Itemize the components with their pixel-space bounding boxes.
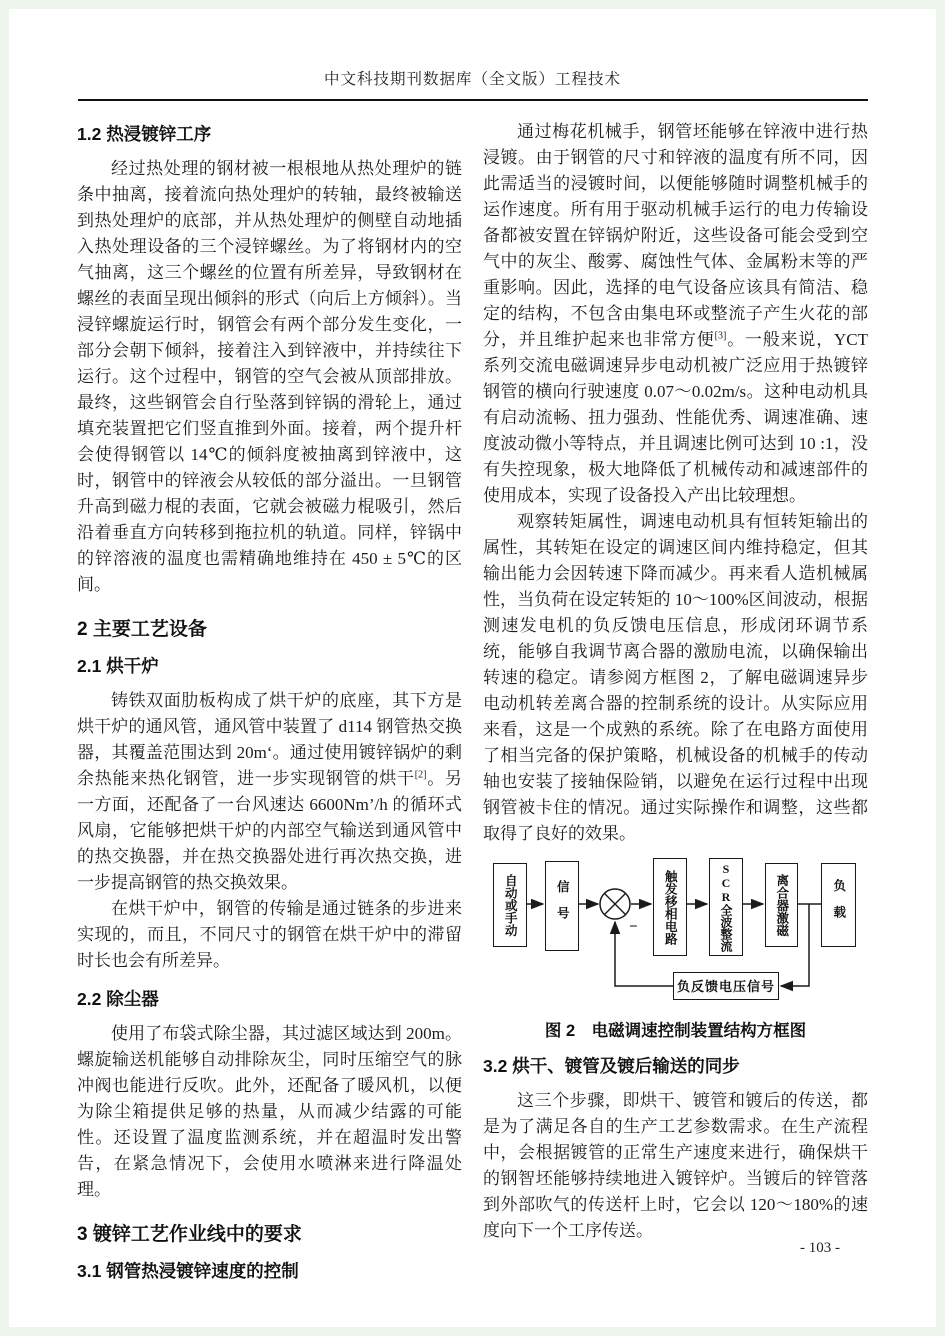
two-column-body xyxy=(9,101,936,1293)
left-column xyxy=(77,119,462,1293)
drying-text-a: 铸铁双面肋板构成了烘干炉的底座，其下方是烘干炉的通风管，通风管中装置了 d114 钢管热交换器，其覆盖范围达到 20m‘。通过使用镀锌锅炉的剩余热能来热化钢管，进一步实现钢管的烘干 xyxy=(77,691,462,788)
diagram-block-negative-feedback: 负反馈电压信号 xyxy=(673,972,779,1000)
diagram-block-scr-rectifier: SCR全波整流 xyxy=(709,858,743,956)
citation-3: [3] xyxy=(714,330,727,342)
citation-2: [2] xyxy=(414,769,427,781)
heading-3: 3 镀锌工艺作业线中的要求 xyxy=(77,1224,302,1245)
drying-text-b: 。另一方面，还配备了一台风速达 6600Nm’/h 的循环式风扇，它能够把烘干炉的内部空气输送到通风管中的热交换器，并在热交换器处进行再次热交换，进一步提高钢管的热交换效果。 xyxy=(77,769,463,892)
journal-header: 中文科技期刊数据库（全文版）工程技术 xyxy=(323,71,621,88)
manipulator-text-a: 通过梅花机械手，钢管坯能够在锌液中进行热浸镀。由于钢管的尺寸和锌液的温度有所不同，因此需适当的浸镀时间，以便能够随时调整机械手的运作速度。所有用于驱动机械手运行的电力传输设备都被安置在锌锅炉附近，这些设备可能会受到空气中的灰尘、酸雾、腐蚀性气体、金属粉末等的严重影响。因此，选择的电气设备应该具有简洁、稳定的结构，不包含由集电环或整流子产生火花的部分，并且维护起来也非常方便 xyxy=(483,122,868,349)
diagram-block-auto-or-manual: 自动或手动 xyxy=(493,863,527,947)
figure-caption: 图 2 电磁调速控制装置结构方框图 xyxy=(544,1022,807,1040)
paragraph-drying-furnace-1 xyxy=(77,688,462,896)
diagram-block-load: 负载 xyxy=(821,863,856,947)
figure-2 xyxy=(483,855,868,1041)
heading-2: 2 主要工艺设备 xyxy=(77,619,207,640)
page-number: - 103 - xyxy=(800,1240,840,1256)
diagram-block-clutch-excitation: 离合器激磁 xyxy=(765,863,798,947)
block-diagram xyxy=(487,855,863,1007)
paragraph-torque: 观察转矩属性，调速电动机具有恒转矩输出的属性，其转矩在设定的调速区间内维持稳定，但其输出能力会因转速下降而减少。再来看人造机械属性，当负荷在设定转矩的 10～100%区间波动，根据测速发电机的负反馈电压信息，形成闭环调节系统，能够自我调节离合器的激励电流，以确保输出转速的稳定。请参阅方框图 2，了解电磁调速异步电动机转差离合器的控制系统的设计。从实际应用来看，这是一个成熟的系统。除了在电路方面使用了相当完备的保护策略，机械设备的机械手的传动轴也安装了接轴保险销，以避免在运行过程中出现钢管被卡住的情况。通过实际操作和调整，这些都取得了良好的效果。 xyxy=(483,512,868,843)
heading-2-2: 2.2 除尘器 xyxy=(77,989,159,1009)
heading-3-1: 3.1 钢管热浸镀锌速度的控制 xyxy=(77,1261,299,1281)
paragraph-synchronization: 这三个步骤，即烘干、镀管和镀后的传送，都是为了满足各自的生产工艺参数需求。在生产流程中，会根据镀管的正常生产速度来进行，确保烘干的钢智坯能够持续地进入镀锌炉。当镀后的锌管落到外部吹气的传送杆上时，它会以 120～180%的速度向下一个工序传送。 xyxy=(483,1091,868,1240)
paragraph-drying-furnace-2: 在烘干炉中，钢管的传输是通过链条的步进来实现的，而且，不同尺寸的钢管在烘干炉中的滞留时长也会有所差异。 xyxy=(77,899,462,970)
manipulator-text-b: 。一般来说，YCT 系列交流电磁调速异步电动机被广泛应用于热镀锌钢管的横向行驶速度 0.07～0.02m/s。这种电动机具有启动流畅、扭力强劲、性能优秀、调速准确、速度波动微小等特点，并且调速比例可达到 10 :1，没有失控现象，极大地降低了机械传动和减速部件的使用成本，实现了设备投入产出比较理想。 xyxy=(483,330,869,505)
diagram-block-signal: 信号 xyxy=(545,861,579,951)
heading-2-1: 2.1 烘干炉 xyxy=(77,656,159,676)
right-column xyxy=(483,119,868,1293)
heading-1-2: 1.2 热浸镀锌工序 xyxy=(77,124,212,144)
paragraph-manipulator xyxy=(483,119,868,509)
paragraph-dust-collector: 使用了布袋式除尘器，其过滤区域达到 200m。螺旋输送机能够自动排除灰尘，同时压缩空气的脉冲阀也能进行反吹。此外，还配备了暖风机，以便为除尘箱提供足够的热量，从而减少结露的可能性。还设置了温度监测系统，并在超温时发出警告，在紧急情况下，会使用水喷淋来进行降温处理。 xyxy=(77,1024,462,1199)
paragraph-hot-dip-process: 经过热处理的钢材被一根根地从热处理炉的链条中抽离，接着流向热处理炉的转轴，最终被输送到热处理炉的底部，并从热处理炉的侧壁自动地插入热处理设备的三个浸锌螺丝。为了将钢材内的空气抽离，这三个螺丝的位置有所差异，导致钢材在螺丝的表面呈现出倾斜的形式（向后上方倾斜）。当浸锌螺旋运行时，钢管会有两个部分发生变化，一部分会朝下倾斜，接着注入到锌液中，并持续往下运行。这个过程中，钢管的空气会被从顶部排放。最终，这些钢管会自行坠落到锌锅的滑轮上，通过填充装置把它们竖直推到外面。接着，两个提升杆会使得钢管以 14℃的倾斜度被抽离到锌液中，这时，钢管中的锌液会从较低的部分溢出。一旦钢管升高到磁力棍的表面，它就会被磁力棍吸引，然后沿着垂直方向转移到拖拉机的轨道。同样，锌锅中的锌溶液的温度也需精确地维持在 450 ± 5℃的区间。 xyxy=(77,159,462,594)
diagram-block-trigger-phase-shift: 触发移相电路 xyxy=(653,858,687,956)
minus-sign: − xyxy=(629,919,638,935)
heading-3-2: 3.2 烘干、镀管及镀后输送的同步 xyxy=(483,1056,740,1076)
